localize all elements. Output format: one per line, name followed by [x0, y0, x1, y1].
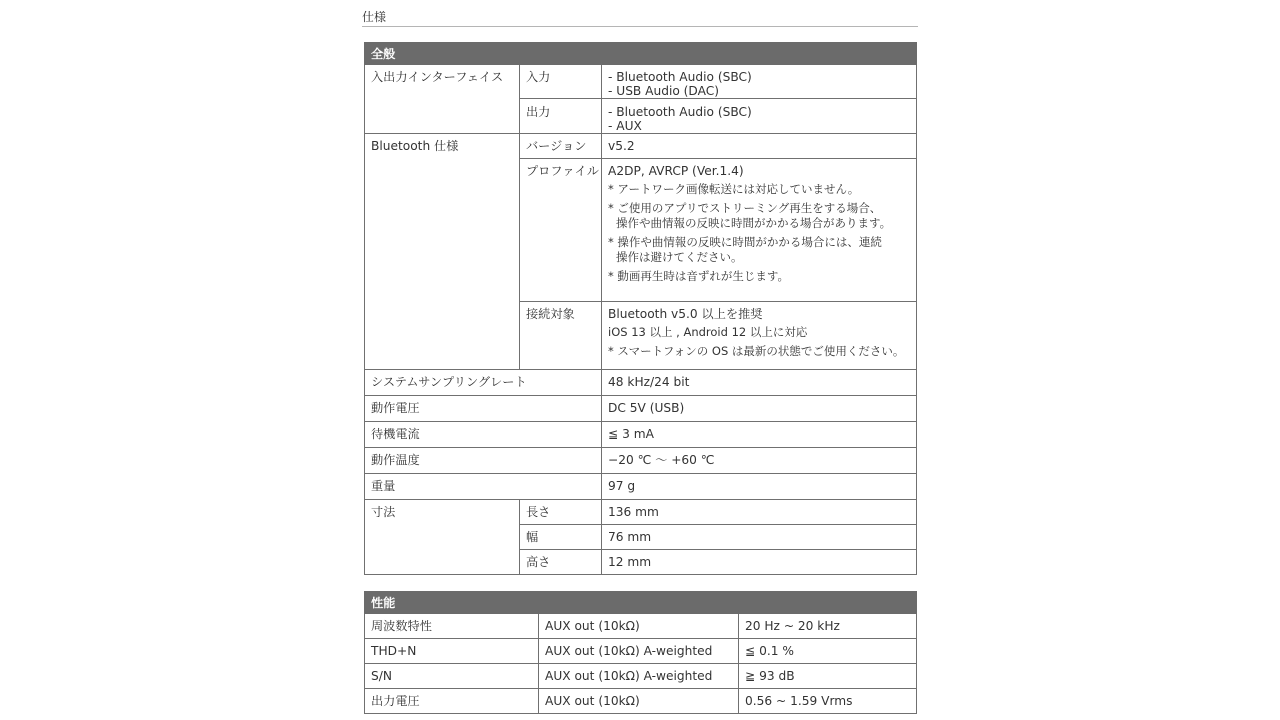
perf-condition: AUX out (10kΩ) A-weighted	[539, 639, 739, 664]
bt-target-line: Bluetooth v5.0 以上を推奨	[608, 307, 763, 321]
table-row	[365, 370, 917, 396]
section-title-general: 全般	[365, 43, 917, 65]
bt-version-value: v5.2	[602, 134, 917, 159]
bt-profile-note: * アートワーク画像転送には対応していません。	[608, 182, 860, 196]
table-row	[365, 422, 917, 448]
bt-profile-note: * ご使用のアプリでストリーミング再生をする場合、	[608, 201, 882, 215]
bt-profile-note-cont: 操作や曲情報の反映に時間がかかる場合があります。	[616, 216, 892, 230]
io-input-value	[602, 65, 917, 99]
section-header-general	[365, 43, 917, 65]
io-input-value-line: - USB Audio (DAC)	[608, 84, 719, 98]
bt-profile-note: * 動画再生時は音ずれが生じます。	[608, 269, 789, 283]
io-output-value-line: - Bluetooth Audio (SBC)	[608, 105, 752, 119]
perf-condition: AUX out (10kΩ)	[539, 689, 739, 714]
row-value-voltage: DC 5V (USB)	[602, 396, 917, 422]
perf-label: 周波数特性	[365, 614, 539, 639]
perf-value: 20 Hz ~ 20 kHz	[739, 614, 917, 639]
dimensions-label: 寸法	[365, 500, 520, 575]
bt-target-value	[602, 302, 917, 370]
dim-height-label: 高さ	[520, 550, 602, 575]
dim-length-label: 長さ	[520, 500, 602, 525]
bt-profile-main: A2DP, AVRCP (Ver.1.4)	[608, 164, 744, 178]
dim-length-value: 136 mm	[602, 500, 917, 525]
page-heading: 仕様	[362, 10, 387, 24]
io-label: 入出力インターフェイス	[365, 65, 520, 134]
io-input-value-line: - Bluetooth Audio (SBC)	[608, 70, 752, 84]
row-label-weight: 重量	[365, 474, 602, 500]
row-value-weight: 97 g	[602, 474, 917, 500]
perf-condition: AUX out (10kΩ) A-weighted	[539, 664, 739, 689]
table-row	[365, 474, 917, 500]
bt-target-line: iOS 13 以上 , Android 12 以上に対応	[608, 325, 808, 339]
perf-value: 0.56 ~ 1.59 Vrms	[739, 689, 917, 714]
bt-target-label: 接続対象	[520, 302, 602, 370]
perf-label: S/N	[365, 664, 539, 689]
table-row-bt-version	[365, 134, 917, 159]
io-input-label: 入力	[520, 65, 602, 99]
bt-profile-note-cont: 操作は避けてください。	[616, 250, 743, 264]
table-row	[365, 396, 917, 422]
io-output-label: 出力	[520, 99, 602, 134]
performance-spec-table	[364, 591, 917, 714]
table-row	[365, 614, 917, 639]
row-value-standby-current: ≦ 3 mA	[602, 422, 917, 448]
io-output-value	[602, 99, 917, 134]
table-row	[365, 664, 917, 689]
row-label-voltage: 動作電圧	[365, 396, 602, 422]
dim-width-label: 幅	[520, 525, 602, 550]
dim-width-value: 76 mm	[602, 525, 917, 550]
perf-label: 出力電圧	[365, 689, 539, 714]
perf-value: ≦ 0.1 %	[739, 639, 917, 664]
table-row	[365, 448, 917, 474]
table-row-io-input	[365, 65, 917, 99]
perf-condition: AUX out (10kΩ)	[539, 614, 739, 639]
bt-profile-value	[602, 159, 917, 302]
section-header-performance	[365, 592, 917, 614]
bt-profile-label: プロファイル	[520, 159, 602, 302]
heading-divider	[362, 26, 918, 27]
bt-profile-note: * 操作や曲情報の反映に時間がかかる場合には、連続	[608, 235, 882, 249]
row-value-temperature: −20 ℃ ～ +60 ℃	[602, 448, 917, 474]
bt-version-label: バージョン	[520, 134, 602, 159]
table-row	[365, 689, 917, 714]
general-spec-table	[364, 42, 917, 575]
row-label-temperature: 動作温度	[365, 448, 602, 474]
row-label-standby-current: 待機電流	[365, 422, 602, 448]
perf-label: THD+N	[365, 639, 539, 664]
dim-height-value: 12 mm	[602, 550, 917, 575]
perf-value: ≧ 93 dB	[739, 664, 917, 689]
section-title-performance: 性能	[365, 592, 917, 614]
row-value-sampling: 48 kHz/24 bit	[602, 370, 917, 396]
io-output-value-line: - AUX	[608, 119, 642, 133]
bluetooth-label: Bluetooth 仕様	[365, 134, 520, 370]
table-row-dim-length	[365, 500, 917, 525]
table-row	[365, 639, 917, 664]
bt-target-note: * スマートフォンの OS は最新の状態でご使用ください。	[608, 344, 905, 358]
row-label-sampling: システムサンプリングレート	[365, 370, 602, 396]
